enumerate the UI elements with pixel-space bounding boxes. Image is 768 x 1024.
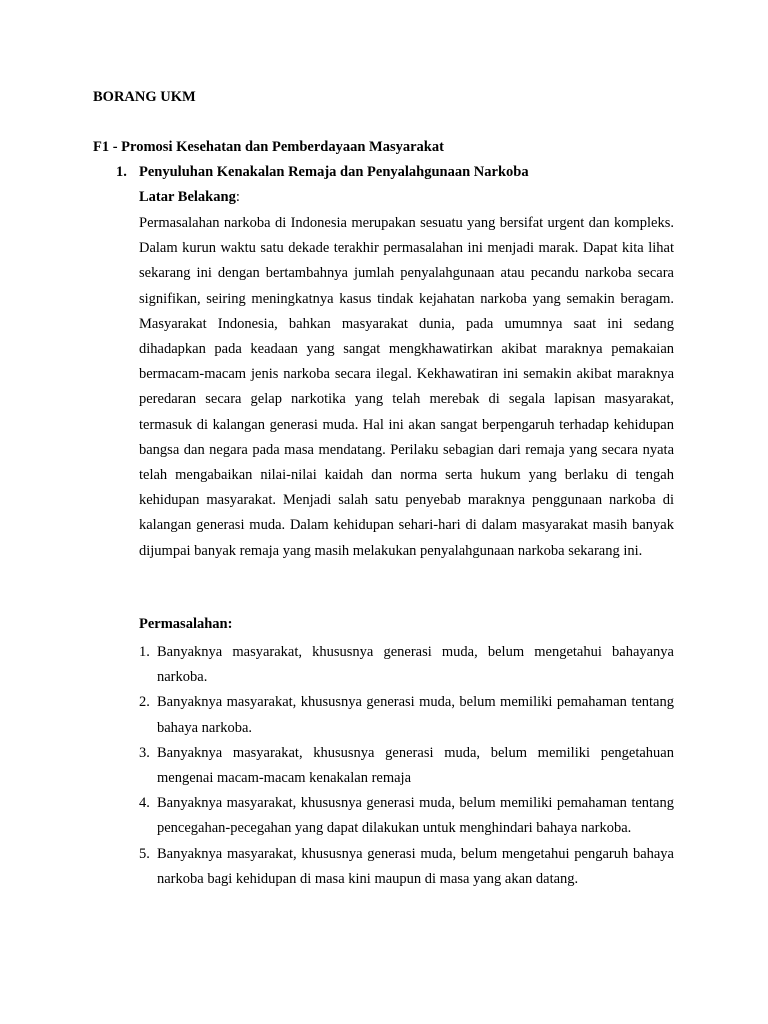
list-item-text: Banyaknya masyarakat, khususnya generasi muda, belum mengetahui bahayanya narkoba.: [157, 644, 674, 686]
list-item-number: 4.: [139, 795, 150, 812]
list-item-number: 1.: [139, 644, 150, 660]
list-item-text: Banyaknya masyarakat, khususnya generasi muda, belum memiliki pemahaman tentang bahaya narkoba.: [157, 694, 674, 736]
list-item: [139, 741, 674, 791]
list-item-number: 3.: [139, 744, 150, 761]
list-item: [139, 690, 674, 740]
list-item: [139, 842, 674, 892]
background-label: Latar Belakang: [139, 189, 236, 205]
item-title: Penyuluhan Kenakalan Remaja dan Penyalahgunaan Narkoba: [139, 164, 529, 180]
problems-list: [139, 640, 674, 892]
item-number: 1.: [116, 164, 127, 180]
section-heading: F1 - Promosi Kesehatan dan Pemberdayaan Masyarakat: [93, 139, 444, 155]
list-item-text: Banyaknya masyarakat, khususnya generasi muda, belum memiliki pengetahuan mengenai macam-macam kenakalan remaja: [157, 744, 674, 787]
list-item: [139, 791, 674, 841]
list-item-text: Banyaknya masyarakat, khususnya generasi muda, belum mengetahui pengaruh bahaya narkoba bagi kehidupan di masa kini maupun di masa yang akan datang.: [157, 845, 674, 887]
list-item: [139, 640, 674, 690]
problems-heading: Permasalahan:: [139, 616, 233, 632]
background-heading: [139, 188, 240, 206]
background-colon: :: [235, 189, 240, 205]
list-item-number: 5.: [139, 845, 150, 862]
document-title: BORANG UKM: [93, 89, 196, 105]
list-item-text: Banyaknya masyarakat, khususnya generasi muda, belum memiliki pemahaman tentang pencegahan-pecegahan yang dapat dilakukan untuk menghindari bahaya narkoba.: [157, 795, 674, 837]
list-item-number: 2.: [139, 694, 150, 711]
background-paragraph: Permasalahan narkoba di Indonesia merupakan sesuatu yang bersifat urgent dan kompleks. Dalam kurun waktu satu dekade terakhir permasalahan ini menjadi marak. Dapat kita lihat sekarang ini dengan bertambahnya jumlah penyalahgunaan atau pecandu narkoba secara signifikan, seiring meningkatnya kasus tindak kejahatan narkoba yang semakin beragam. Masyarakat Indonesia, bahkan masyarakat dunia, pada umumnya saat ini sedang dihadapkan pada keadaan yang sangat mengkhawatirkan akibat maraknya pemakaian bermacam-macam jenis narkoba secara ilegal. Kekhawatiran ini semakin akibat maraknya peredaran secara gelap narkotika yang telah merebak di segala lapisan masyarakat, termasuk di kalangan generasi muda. Hal ini akan sangat berpengaruh terhadap kehidupan bangsa dan negara pada masa mendatang. Perilaku sebagian dari remaja yang secara nyata telah mengabaikan nilai-nilai kaidah dan norma serta hukum yang berlaku di tengah kehidupan masyarakat. Menjadi salah satu penyebab maraknya penggunaan narkoba di kalangan generasi muda. Dalam kehidupan sehari-hari di dalam masyarakat masih banyak dijumpai banyak remaja yang masih melakukan penyalahgunaan narkoba sekarang ini.: [139, 215, 674, 559]
